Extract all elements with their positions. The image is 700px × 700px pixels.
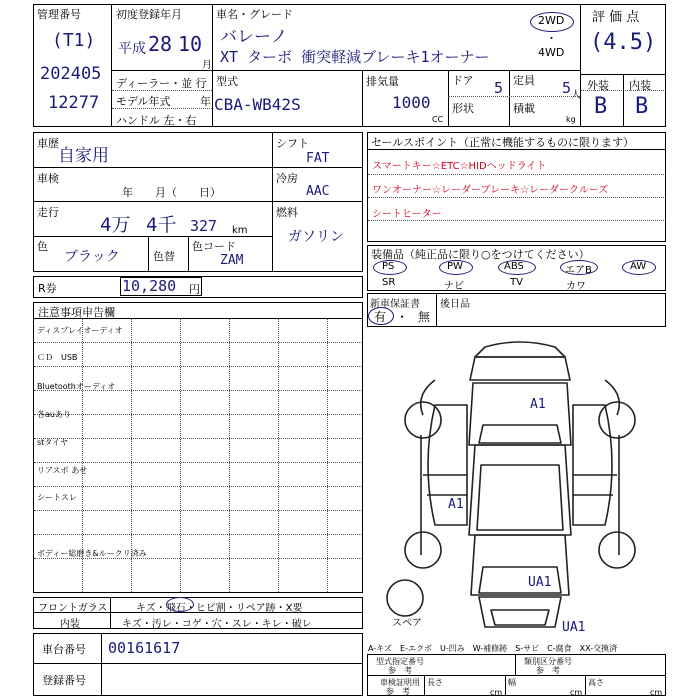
grade-value: (4.5) (590, 30, 657, 55)
door-label: ドア (452, 74, 474, 87)
recycle-unit: 円 (189, 283, 200, 296)
load-label: 積載 (513, 102, 535, 115)
drive-4wd: 4WD (538, 46, 565, 59)
repaint-label: 色替 (153, 250, 175, 263)
damage-mark-3: UA1 (528, 575, 552, 590)
shape-label: 形状 (452, 102, 474, 115)
warranty-label: 新車保証書 (370, 299, 420, 310)
mgmt-number-1: 202405 (40, 64, 102, 84)
height-unit: cm (650, 688, 663, 697)
mileage-unit: km (232, 225, 248, 236)
note-6: リアスポ あせ (37, 466, 88, 475)
colorcode-value: ZAM (220, 253, 244, 268)
fuel-value: ガソリン (288, 229, 344, 245)
model-year-label: モデル年式 (116, 95, 171, 108)
cap-label: 定員 (513, 74, 535, 87)
windshield-chip-circle (166, 597, 194, 612)
equip-sr: SR (382, 277, 396, 288)
cap-value: 5 (562, 79, 572, 97)
width-unit: cm (570, 688, 583, 697)
damage-mark-2: A1 (448, 497, 464, 512)
color-label: 色 (37, 240, 48, 253)
cert-label: 車検証明用 (380, 678, 420, 687)
door-value: 5 (494, 79, 504, 97)
note-5: stタイヤ (37, 438, 69, 447)
mileage-label: 走行 (37, 206, 59, 219)
fuel-label: 燃料 (276, 206, 298, 219)
height-label: 高さ (588, 678, 604, 687)
handle-label: ハンドル 左・右 (116, 114, 197, 127)
first-reg-label: 初度登録年月 (116, 8, 182, 21)
type-designation-ref: 参 考 (388, 666, 412, 675)
equip-abs: ABS (504, 261, 524, 272)
shaken-format: 年 月（ 日） (122, 186, 221, 199)
spare-label: スペア (392, 618, 422, 629)
load-unit: kg (566, 115, 576, 124)
model-year-unit: 年 (200, 95, 211, 108)
note-1: ディスプレイオーディオ (37, 326, 123, 335)
shift-value: FAT (306, 151, 330, 166)
interior-label: 内装 (60, 619, 80, 630)
first-reg-era: 平成 (118, 41, 146, 57)
notes-title: 注意事項申告欄 (38, 306, 115, 319)
car-grade: XT ターボ 衝突軽減ブレーキ1オーナー (220, 48, 490, 66)
ac-label: 冷房 (276, 172, 298, 185)
note-2: ＣＤ USB (37, 353, 78, 362)
ext-value: B (594, 94, 608, 119)
drive-dot: ・ (546, 32, 557, 45)
selling-point-2: ワンオーナー☆レーダーブレーキ☆レーダークルーズ (372, 185, 609, 196)
drive-2wd: 2WD (538, 14, 565, 27)
equip-leather: カワ (566, 281, 586, 292)
type-label: 型式 (216, 75, 238, 88)
class-designation-label: 類別区分番号 (524, 657, 572, 666)
equip-pw: PW (447, 261, 463, 272)
equip-tv: TV (510, 277, 523, 288)
car-name: バレーノ (220, 27, 288, 47)
equip-navi: ナビ (444, 281, 464, 292)
note-7: シートスレ (37, 493, 77, 502)
shift-label: シフト (276, 137, 309, 150)
int-label: 内装 (629, 79, 651, 92)
class-designation-ref: 参 考 (536, 666, 560, 675)
cap-unit: 人 (571, 90, 581, 101)
color-value: ブラック (64, 249, 120, 265)
warranty-yes: 有 (374, 310, 387, 324)
vin-value: 00161617 (108, 639, 181, 657)
name-grade-label: 車名・グレード (216, 8, 293, 21)
selling-point-1: スマートキー☆ETC☆HIDヘッドライト (372, 161, 547, 172)
recycle-value: 10,280 (122, 277, 177, 295)
grade-label: 評 価 点 (592, 10, 640, 25)
warranty-dot: ・ (396, 310, 409, 324)
selling-points-title: セールスポイント（正常に機能するものに限ります） (371, 136, 635, 149)
selling-point-3: シートヒーター (372, 209, 442, 220)
day-item-label: 後日品 (440, 299, 470, 310)
length-label: 長さ (427, 678, 443, 687)
mgmt-tag: (T1) (52, 30, 96, 51)
mileage-sen: 4千 (146, 214, 177, 236)
colorcode-label: 色コード (192, 240, 236, 253)
first-reg-month: 10 (178, 32, 203, 56)
recycle-label: R券 (38, 282, 57, 295)
equip-aw: AW (630, 261, 647, 272)
disp-unit: CC (432, 115, 444, 124)
vin-label: 車台番号 (42, 643, 86, 656)
history-label: 車歴 (37, 137, 59, 150)
length-unit: cm (490, 688, 503, 697)
interior-options: キズ・汚レ・コゲ・穴・スレ・キレ・破レ (122, 619, 312, 630)
ac-value: AAC (306, 184, 330, 199)
ext-label: 外装 (587, 79, 609, 92)
width-label: 幅 (508, 678, 516, 687)
equipment-title: 装備品（純正品に限り○をつけてください） (371, 248, 590, 261)
mgmt-number-2: 12277 (48, 93, 100, 113)
windshield-options: キズ・飛石・ヒビ割・リペア跡・X要 (136, 603, 303, 614)
reg-label: 登録番号 (42, 674, 86, 687)
dealer-label: ディーラー・並 行 (116, 77, 207, 90)
damage-mark-4: UA1 (562, 620, 586, 635)
note-3: Bluetoothオーディオ (37, 382, 116, 391)
damage-mark-1: A1 (530, 397, 546, 412)
first-reg-year: 28 (148, 32, 173, 56)
note-9: ボディー総磨き&ルークリ済み (37, 549, 147, 558)
disp-value: 1000 (392, 93, 431, 112)
type-designation-label: 型式指定番号 (376, 657, 424, 666)
mgmt-label: 管理番号 (37, 8, 81, 21)
equip-ps: PS (382, 261, 395, 272)
windshield-label: フロントガラス (38, 603, 108, 614)
mileage-man: 4万 (100, 214, 131, 236)
damage-legend: A-キズ E-エクボ U-凹み W-補修跡 S-サビ C-腐食 XX-交換済 (368, 644, 618, 653)
type-value: CBA-WB42S (214, 95, 301, 114)
first-reg-month-unit: 月 (202, 60, 212, 71)
int-value: B (635, 94, 649, 119)
cert-ref: 参 考 (386, 687, 410, 696)
shaken-label: 車検 (37, 172, 59, 185)
disp-label: 排気量 (366, 75, 399, 88)
car-body-diagram (375, 335, 665, 635)
mileage-rest: 327 (190, 217, 218, 235)
equip-airbag: エアB (565, 265, 592, 276)
history-value: 自家用 (58, 146, 109, 166)
warranty-no: 無 (418, 310, 431, 324)
note-4: 各auあり (37, 410, 71, 419)
